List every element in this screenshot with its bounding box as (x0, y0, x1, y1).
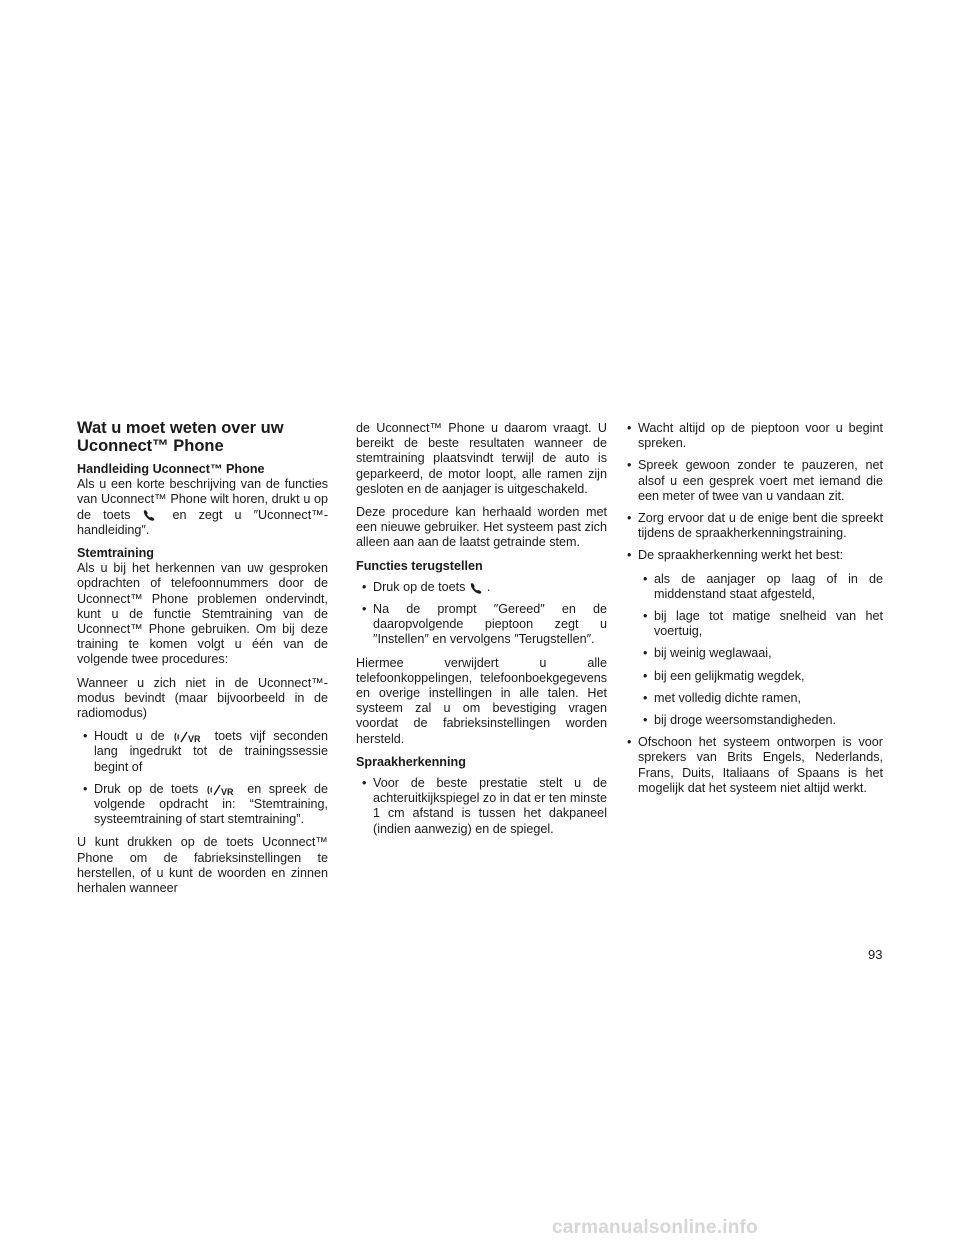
list-item: • bij een gelijkmatig wegdek, (637, 669, 883, 684)
list-item (77, 782, 328, 828)
reset-list (356, 580, 607, 648)
handleiding-title: Handleiding Uconnect™ Phone (77, 462, 265, 476)
stemtraining-repeat: Deze procedure kan herhaald worden met een nieuwe gebruiker. Het systeem past zich alleen aan aan de laatst getrainde stem. (356, 505, 607, 550)
bullet2-text-b: en spreek de volgende opdracht in: “Stemtraining, systeemtraining of start stemtraining”. (94, 781, 328, 827)
speech-list-part1 (356, 776, 607, 837)
watermark[interactable]: carmanualsonline.info (552, 1217, 758, 1238)
list-item: • bij droge weersomstandigheden. (637, 713, 883, 728)
column-left (77, 419, 328, 904)
heading-line-2: Uconnect™ Phone (77, 437, 224, 455)
list-item: • bij weinig weglawaai, (637, 646, 883, 661)
bullet1-text-a: Houdt u de (94, 729, 165, 744)
handleiding-text-b: en zegt u ″Uconnect™-handleiding″. (77, 507, 329, 537)
reset-bullet1-b: . (486, 579, 491, 594)
stemtraining-outro-a: U kunt drukken op de toets Uconnect™ Phone om de fabrieksinstellingen te herstellen, of u kunt de woorden en zinnen herhalen wanneer (77, 835, 328, 896)
list-item: • als de aanjager op laag of in de middenstand staat afgesteld, (637, 572, 883, 602)
speech-sub-list (637, 572, 883, 729)
column-right (621, 421, 883, 804)
stemtraining-title: Stemtraining (77, 546, 154, 561)
list-item: • bij lage tot matige snelheid van het voertuig, (637, 609, 883, 639)
page-number: 93 (868, 947, 883, 962)
list-item: • Wacht altijd op de pieptoon voor u begint spreken. (621, 421, 883, 451)
reset-bullet1-a: Druk op de toets (373, 579, 466, 594)
list-item: • Ofschoon het systeem ontworpen is voor sprekers van Brits Engels, Nederlands, Frans, Duits, Italiaans of Spaans is het mogelijk dat het systeem niet altijd werkt. (621, 735, 883, 796)
voice-recognition-icon (206, 783, 240, 797)
handleiding-paragraph (77, 462, 328, 538)
reset-title: Functies terugstellen (356, 558, 483, 573)
bullet2-text-a: Druk op de toets (94, 781, 199, 796)
list-item: • De spraakherkenning werkt het best: (621, 548, 883, 563)
reset-text: Hiermee verwijdert u alle telefoonkoppelingen, telefoonboekgegevens en overige instellingen in alle talen. Het systeem zal u om bevestiging vragen voordat de fabrieksinstellingen worden hersteld. (356, 655, 607, 746)
phone-icon (142, 509, 160, 521)
list-item: • Na de prompt ″Gereed″ en de daaropvolgende pieptoon zegt u ″Instellen″ en vervolgens ″Terugstellen″. (356, 602, 607, 648)
stemtraining-intro: Wanneer u zich niet in de Uconnect™-modus bevindt (maar bijvoorbeeld in de radiomodus) (77, 675, 328, 721)
stemtraining-list (77, 729, 328, 827)
phone-icon (469, 582, 487, 594)
heading-line-1: Wat u moet weten over uw (77, 419, 284, 437)
stemtraining-paragraph (77, 546, 328, 668)
voice-recognition-icon (173, 730, 207, 744)
speech-list-part2 (621, 421, 883, 564)
list-item: • Voor de beste prestatie stelt u de achteruitkijkspiegel zo in dat er ten minste 1 cm afstand is tussen het dakpaneel (indien aanwezig) en de spiegel. (356, 776, 607, 837)
section-heading (77, 419, 328, 455)
speech-list-part3 (621, 735, 883, 796)
handleiding-text-a: Als u een korte beschrijving van de functies van Uconnect™ Phone wilt horen, drukt u op de toets (77, 477, 328, 522)
list-item: • Spreek gewoon zonder te pauzeren, net alsof u een gesprek voert met iemand die een meter of twee van u vandaan zit. (621, 458, 883, 504)
list-item: • met volledig dichte ramen, (637, 691, 883, 706)
list-item (77, 729, 328, 775)
vr-icon-label: VR (220, 786, 234, 797)
list-item: • Zorg ervoor dat u de enige bent die spreekt tijdens de spraakherkenningstraining. (621, 511, 883, 541)
list-item (356, 580, 607, 595)
stemtraining-outro-b: de Uconnect™ Phone u daarom vraagt. U bereikt de beste resultaten wanneer de stemtraining plaatsvindt terwijl de auto is geparkeerd, de motor loopt, alle ramen zijn gesloten en de aanjager is uitgeschakeld. (356, 421, 607, 496)
column-middle (356, 421, 607, 845)
stemtraining-text: Als u bij het herkennen van uw gesproken opdrachten of telefoonnummers door de Uconnect™ Phone problemen ondervindt, kunt u de functie Stemtraining van de Uconnect™ Phone gebruiken. Om bij deze training te komen volgt u één van de volgende twee procedures: (77, 561, 328, 667)
bullet1-text-b: toets vijf seconden lang ingedrukt tot de trainingssessie begint of (94, 729, 329, 774)
vr-icon-label: VR (187, 733, 201, 744)
speech-title: Spraakherkenning (356, 754, 466, 769)
